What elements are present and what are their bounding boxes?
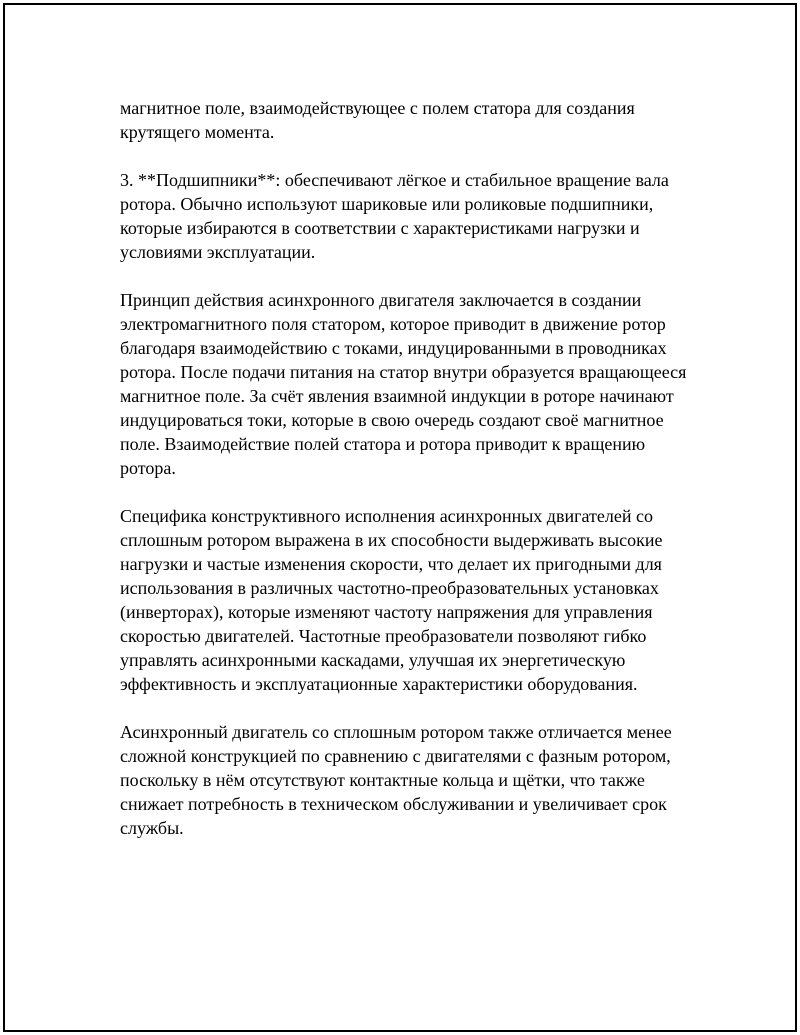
document-body: [120, 96, 700, 864]
paragraph-operating-principle: Принцип действия асинхронного двигателя заключается в создании электромагнитного поля статором, которое приводит в движение ротор благодаря взаимодействию с токами, индуцированными в проводниках ротора. После подачи питания на статор внутри образуется вращающееся магнитное поле. За счёт явления взаимной индукции в роторе начинают индуцироваться токи, которые в свою очередь создают своё магнитное поле. Взаимодействие полей статора и ротора приводит к вращению ротора.: [120, 290, 687, 478]
paragraph-simple-construction: Асинхронный двигатель со сплошным ротором также отличается менее сложной конструкцией по сравнению с двигателями с фазным ротором, поскольку в нём отсутствуют контактные кольца и щётки, что также снижает потребность в техническом обслуживании и увеличивает срок службы.: [120, 722, 672, 838]
paragraph-rotor-field: магнитное поле, взаимодействующее с полем статора для создания крутящего момента.: [120, 98, 635, 142]
paragraph-bearings: 3. **Подшипники**: обеспечивают лёгкое и стабильное вращение вала ротора. Обычно используют шариковые или роликовые подшипники, которые избираются в соответствии с характеристиками нагрузки и условиями эксплуатации.: [120, 170, 669, 262]
paragraph-design-specifics: Специфика конструктивного исполнения асинхронных двигателей со сплошным ротором выражена в их способности выдерживать высокие нагрузки и частые изменения скорости, что делает их пригодными для использования в различных частотно-преобразовательных установках (инверторах), которые изменяют частоту напряжения для управления скоростью двигателей. Частотные преобразователи позволяют гибко управлять асинхронными каскадами, улучшая их энергетическую эффективность и эксплуатационные характеристики оборудования.: [120, 506, 663, 694]
document-page: [3, 3, 797, 1032]
